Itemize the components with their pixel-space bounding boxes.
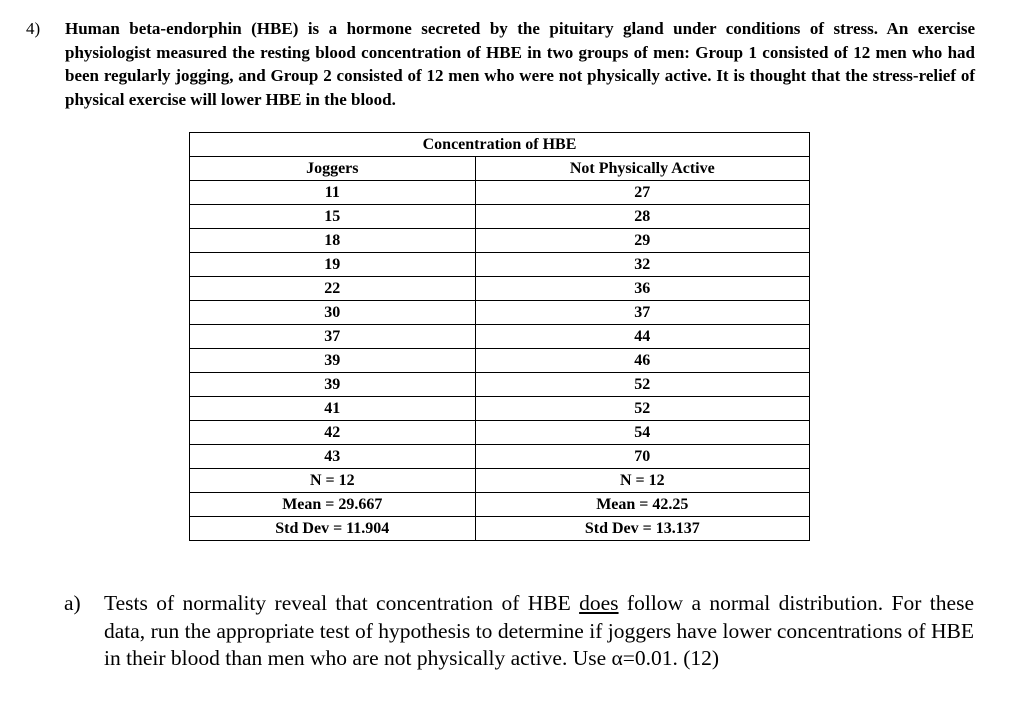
question-text: Human beta-endorphin (HBE) is a hormone secreted by the pituitary gland under conditions of stress. An exercise physiologist measured the resting blood concentration of HBE in two groups of men: Group 1 consisted of 12 men who had been regularly jogging, and Group 2 consisted of 12 men who were not physically active. It is thought that the stress-relief of physical exercise will lower HBE in the blood. [65,19,975,109]
not-active-value: 27 [475,181,809,205]
table-row [190,349,810,373]
joggers-mean: Mean = 29.667 [190,493,476,517]
joggers-value: 41 [190,397,476,421]
joggers-value: 39 [190,373,476,397]
not-active-n: N = 12 [475,469,809,493]
not-active-value: 52 [475,397,809,421]
joggers-value: 18 [190,229,476,253]
question-number: 4) [26,19,41,38]
not-active-value: 70 [475,445,809,469]
not-active-value: 32 [475,253,809,277]
joggers-value: 37 [190,325,476,349]
not-active-mean: Mean = 42.25 [475,493,809,517]
summary-row-n [190,469,810,493]
part-a-label: a) [64,591,81,615]
not-active-value: 28 [475,205,809,229]
table-row [190,325,810,349]
part-a-text [104,590,974,673]
joggers-value: 22 [190,277,476,301]
not-active-std-dev: Std Dev = 13.137 [475,517,809,541]
table-row [190,421,810,445]
header-not-active: Not Physically Active [475,157,809,181]
joggers-std-dev: Std Dev = 11.904 [190,517,476,541]
table-row [190,301,810,325]
table-row [190,253,810,277]
table-row [190,205,810,229]
table-caption-row [190,133,810,157]
part-a [64,590,974,673]
summary-row-mean [190,493,810,517]
table-caption: Concentration of HBE [190,133,810,157]
not-active-value: 54 [475,421,809,445]
not-active-value: 52 [475,373,809,397]
table-row [190,397,810,421]
table-row [190,277,810,301]
joggers-value: 19 [190,253,476,277]
header-joggers: Joggers [190,157,476,181]
joggers-value: 15 [190,205,476,229]
hbe-table [189,132,810,541]
part-a-text-before: Tests of normality reveal that concentration of HBE [104,591,580,615]
summary-row-std-dev [190,517,810,541]
part-a-underlined-word: does [579,591,619,615]
joggers-n: N = 12 [190,469,476,493]
table-row [190,373,810,397]
not-active-value: 36 [475,277,809,301]
table-row [190,181,810,205]
table-row [190,229,810,253]
not-active-value: 46 [475,349,809,373]
not-active-value: 37 [475,301,809,325]
table-header-row [190,157,810,181]
joggers-value: 30 [190,301,476,325]
joggers-value: 42 [190,421,476,445]
joggers-value: 39 [190,349,476,373]
table-row [190,445,810,469]
joggers-value: 43 [190,445,476,469]
not-active-value: 44 [475,325,809,349]
not-active-value: 29 [475,229,809,253]
joggers-value: 11 [190,181,476,205]
part-a-text-after: follow a normal distribution. For these data, run the appropriate test of hypothesis to determine if joggers have lower concentrations of HBE in their blood than men who are not physically active. Use α=0.01. (12) [104,591,974,670]
